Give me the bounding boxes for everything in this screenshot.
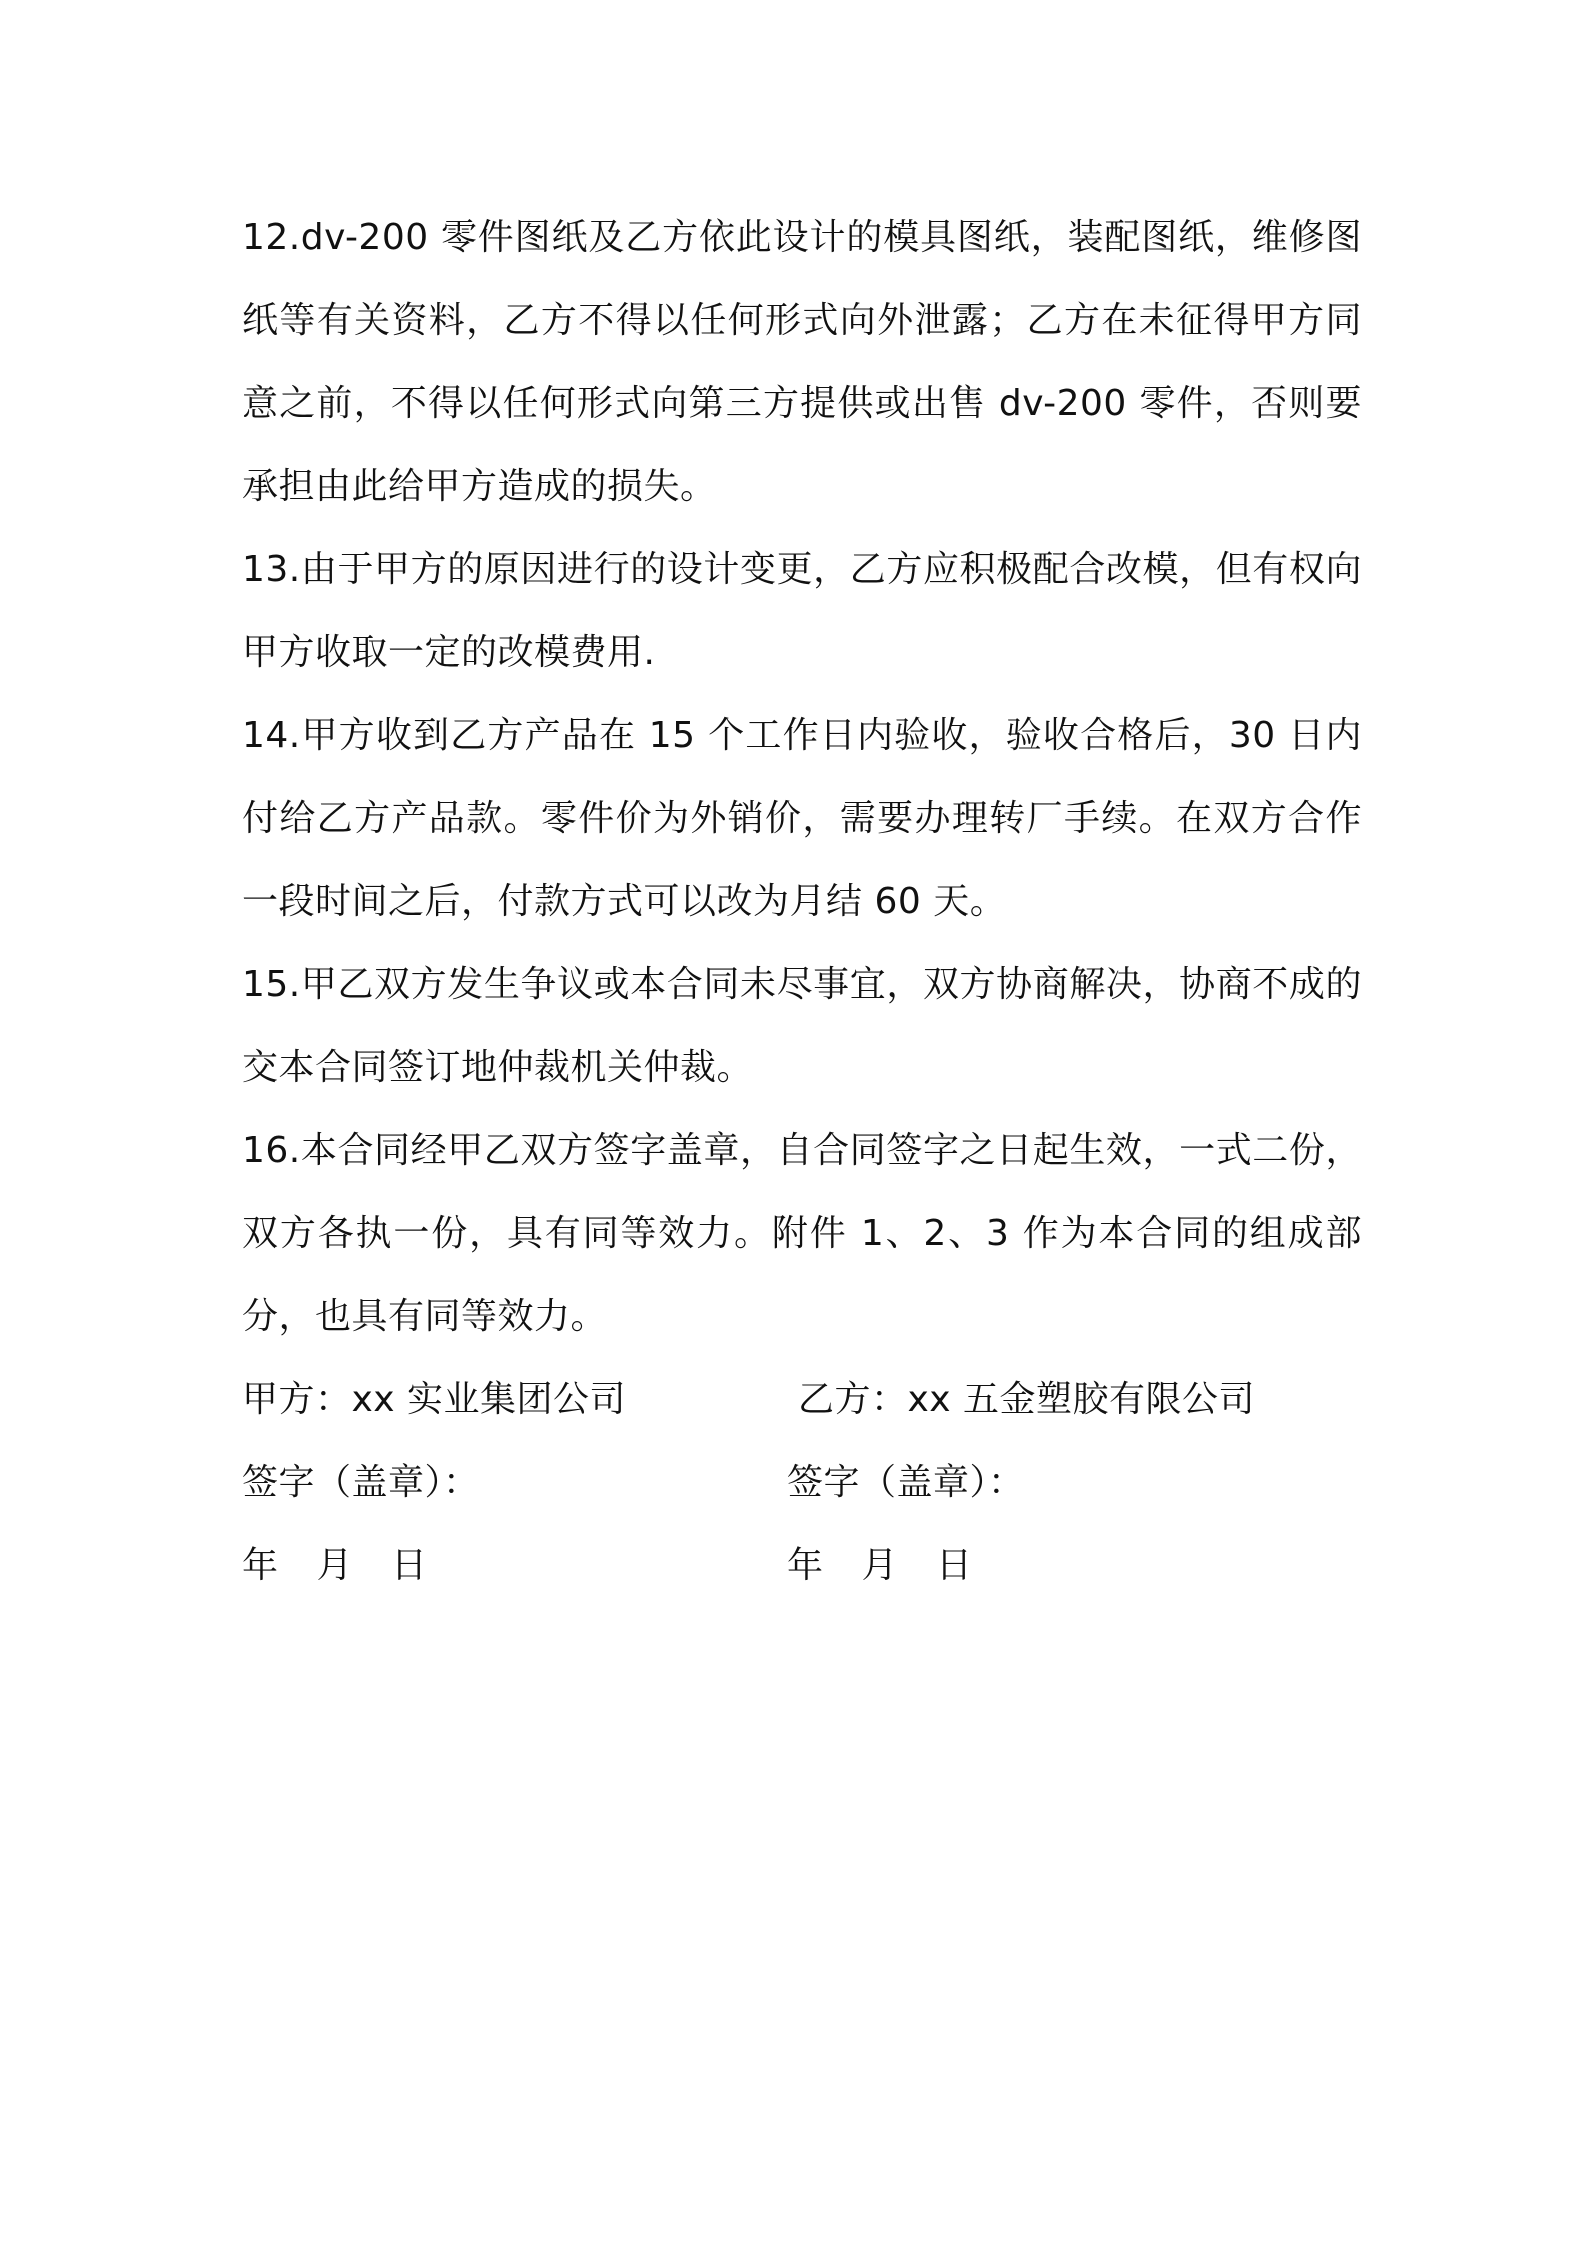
party-a-date [242,1524,428,1607]
party-name-row [242,1358,1362,1441]
party-a-date-year: 年 [242,1545,279,1586]
clause-12: 12.dv-200 零件图纸及乙方依此设计的模具图纸，装配图纸，维修图纸等有关资料，乙方不得以任何形式向外泄露；乙方在未征得甲方同意之前，不得以任何形式向第三方提供或出售 dv-200 零件，否则要承担由此给甲方造成的损失。 [242,217,1362,507]
party-a-name: 甲方：xx 实业集团公司 [242,1379,627,1420]
party-a-date-month: 月 [316,1545,354,1586]
clause-15: 15.甲乙双方发生争议或本合同未尽事宜，双方协商解决，协商不成的交本合同签订地仲裁机关仲裁。 [242,964,1362,1088]
date-row [242,1524,1362,1607]
party-b-signature-label: 签字（盖章）： [787,1462,1025,1503]
party-a-signature-label: 签字（盖章）： [242,1462,480,1503]
signature-row [242,1441,1362,1524]
party-b-date [787,1524,973,1607]
party-a-date-day: 日 [391,1545,428,1586]
party-b-name: 乙方：xx 五金塑胶有限公司 [798,1379,1256,1420]
party-b-date-day: 日 [936,1545,973,1586]
party-b-date-month: 月 [861,1545,899,1586]
clause-13: 13.由于甲方的原因进行的设计变更，乙方应积极配合改模，但有权向甲方收取一定的改模费用. [242,549,1362,673]
party-b-date-year: 年 [787,1545,824,1586]
clause-16: 16.本合同经甲乙双方签字盖章，自合同签字之日起生效，一式二份，双方各执一份，具有同等效力。附件 1、2、3 作为本合同的组成部分，也具有同等效力。 [242,1130,1362,1337]
clause-14: 14.甲方收到乙方产品在 15 个工作日内验收，验收合格后，30 日内付给乙方产品款。零件价为外销价，需要办理转厂手续。在双方合作一段时间之后，付款方式可以改为月结 60 天。 [242,715,1362,922]
contract-body [242,196,1362,1607]
